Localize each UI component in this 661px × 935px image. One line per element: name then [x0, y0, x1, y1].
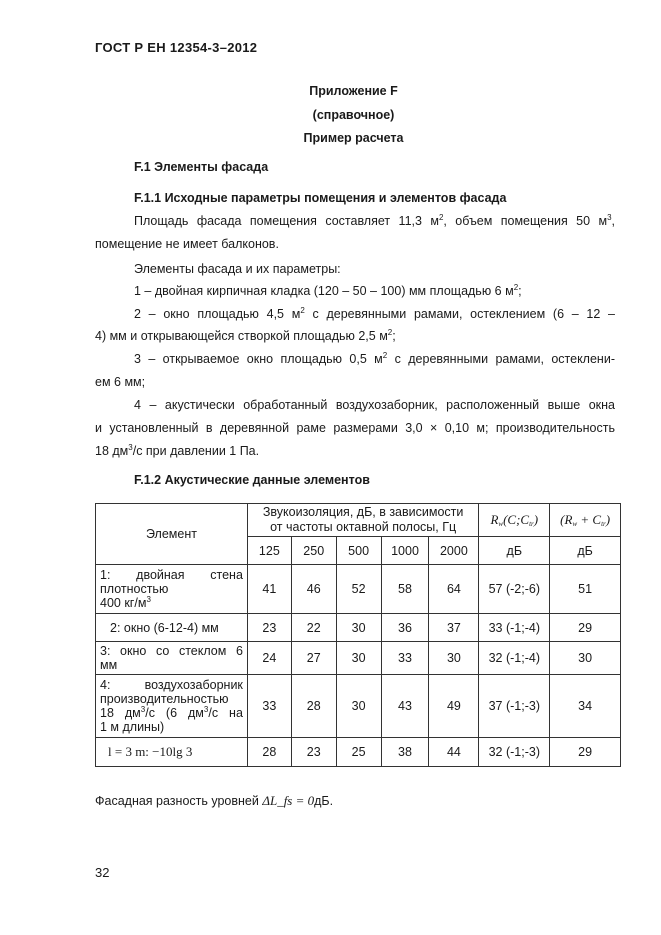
- facade-level-difference: Фасадная разность уровней ΔL_fs = 0дБ.: [95, 793, 334, 808]
- rw-cell: 37 (-1;-3): [479, 675, 550, 738]
- section-f1-title: F.1 Элементы фасада: [134, 160, 269, 174]
- paragraph-area-line2: помещение не имеет балконов.: [95, 237, 279, 251]
- table-row: [96, 738, 621, 767]
- element-cell: [96, 738, 248, 767]
- value-cell: 58: [381, 565, 429, 614]
- element-cell: 1: двойная стена плотностью 400 $кг/м^3$: [96, 565, 248, 614]
- value-cell: 52: [336, 565, 381, 614]
- freq-125: 125: [247, 537, 291, 565]
- rw-cell: 32 (-1;-4): [479, 642, 550, 675]
- facade-diff-formula: ΔL_fs = 0: [262, 793, 315, 808]
- rw-ctr-cell: 29: [550, 738, 621, 767]
- table-header-row: [96, 504, 621, 537]
- value-cell: 46: [291, 565, 336, 614]
- item-4-line1: 4 – акустически обработанный воздухозаборник, расположенный выше окна: [134, 398, 615, 412]
- header-rw-plus-ctr: $(R_w + C_{tr})$: [550, 504, 621, 537]
- table-row: [96, 675, 621, 738]
- appendix-subtitle: Пример расчета: [303, 131, 404, 145]
- page-number: 32: [95, 865, 110, 880]
- value-cell: 23: [291, 738, 336, 767]
- unit-db: дБ: [479, 537, 550, 565]
- item-1: 1 – двойная кирпичная кладка (120 – 50 – 100) мм площадью 6 $м^2$;: [134, 283, 522, 298]
- element-cell: 3: окно со стеклом 6 мм: [96, 642, 248, 675]
- appendix-kind: (справочное): [312, 108, 395, 122]
- paragraph-area-line1: Площадь фасада помещения составляет 11,3 $м^2$, объем помещения 50 $м^3$,: [134, 213, 616, 228]
- value-cell: 44: [429, 738, 479, 767]
- section-f11-title: F.1.1 Исходные параметры помещения и элементов фасада: [134, 191, 507, 205]
- paragraph-elements-intro: Элементы фасада и их параметры:: [134, 262, 341, 276]
- value-cell: 64: [429, 565, 479, 614]
- element-cell: 2: окно (6-12-4) мм: [96, 614, 248, 642]
- item-3-line2: ем 6 мм;: [95, 375, 146, 389]
- table-row: [96, 642, 621, 675]
- rw-cell: 32 (-1;-3): [479, 738, 550, 767]
- appendix-title: Приложение F: [309, 84, 398, 98]
- rw-cell: 57 (-2;-6): [479, 565, 550, 614]
- value-cell: 30: [336, 642, 381, 675]
- value-cell: 30: [336, 675, 381, 738]
- table-row: [96, 614, 621, 642]
- value-cell: 37: [429, 614, 479, 642]
- value-cell: 28: [247, 738, 291, 767]
- value-cell: 33: [247, 675, 291, 738]
- freq-2000: 2000: [429, 537, 479, 565]
- value-cell: 24: [247, 642, 291, 675]
- rw-ctr-cell: 30: [550, 642, 621, 675]
- value-cell: 25: [336, 738, 381, 767]
- value-cell: 43: [381, 675, 429, 738]
- rw-ctr-cell: 51: [550, 565, 621, 614]
- value-cell: 33: [381, 642, 429, 675]
- freq-250: 250: [291, 537, 336, 565]
- freq-1000: 1000: [381, 537, 429, 565]
- value-cell: 27: [291, 642, 336, 675]
- value-cell: 38: [381, 738, 429, 767]
- value-cell: 22: [291, 614, 336, 642]
- value-cell: 49: [429, 675, 479, 738]
- table-row: [96, 565, 621, 614]
- header-rw-c-ctr: $R_w(C;C_{tr})$: [479, 504, 550, 537]
- item-4-line3: 18 $дм^3/с$ при давлении 1 Па.: [95, 443, 260, 458]
- value-cell: 30: [429, 642, 479, 675]
- item-4-line2: и установленный в деревянной раме размерами 3,0 × 0,10 м; производительность: [95, 421, 615, 435]
- value-cell: 36: [381, 614, 429, 642]
- header-insulation: Звукоизоляция, дБ, в зависимости от частоты октавной полосы, Гц: [247, 504, 478, 537]
- freq-500: 500: [336, 537, 381, 565]
- formula-label: l = 3 m: −10lg 3: [108, 744, 193, 759]
- value-cell: 28: [291, 675, 336, 738]
- item-2-line1: 2 – окно площадью 4,5 $м^2$ с деревянными рамами, остеклением (6 – 12 –: [134, 306, 616, 321]
- item-2-line2: 4) мм и открывающейся створкой площадью 2,5 $м^2$;: [95, 328, 396, 343]
- rw-ctr-cell: 34: [550, 675, 621, 738]
- value-cell: 30: [336, 614, 381, 642]
- item-3-line1: 3 – открываемое окно площадью 0,5 $м^2$ с деревянными рамами, остеклени-: [134, 351, 615, 366]
- value-cell: 41: [247, 565, 291, 614]
- section-f12-title: F.1.2 Акустические данные элементов: [134, 473, 370, 487]
- unit-db-2: дБ: [550, 537, 621, 565]
- header-element: Элемент: [96, 504, 248, 565]
- document-header: ГОСТ Р ЕН 12354-3–2012: [95, 40, 258, 55]
- acoustic-data-table: [95, 503, 621, 767]
- rw-ctr-cell: 29: [550, 614, 621, 642]
- element-cell: 4: воздухозаборник производительностью 18 $дм^3/с$ (6 $дм^3/с$ на 1 м длины): [96, 675, 248, 738]
- rw-cell: 33 (-1;-4): [479, 614, 550, 642]
- value-cell: 23: [247, 614, 291, 642]
